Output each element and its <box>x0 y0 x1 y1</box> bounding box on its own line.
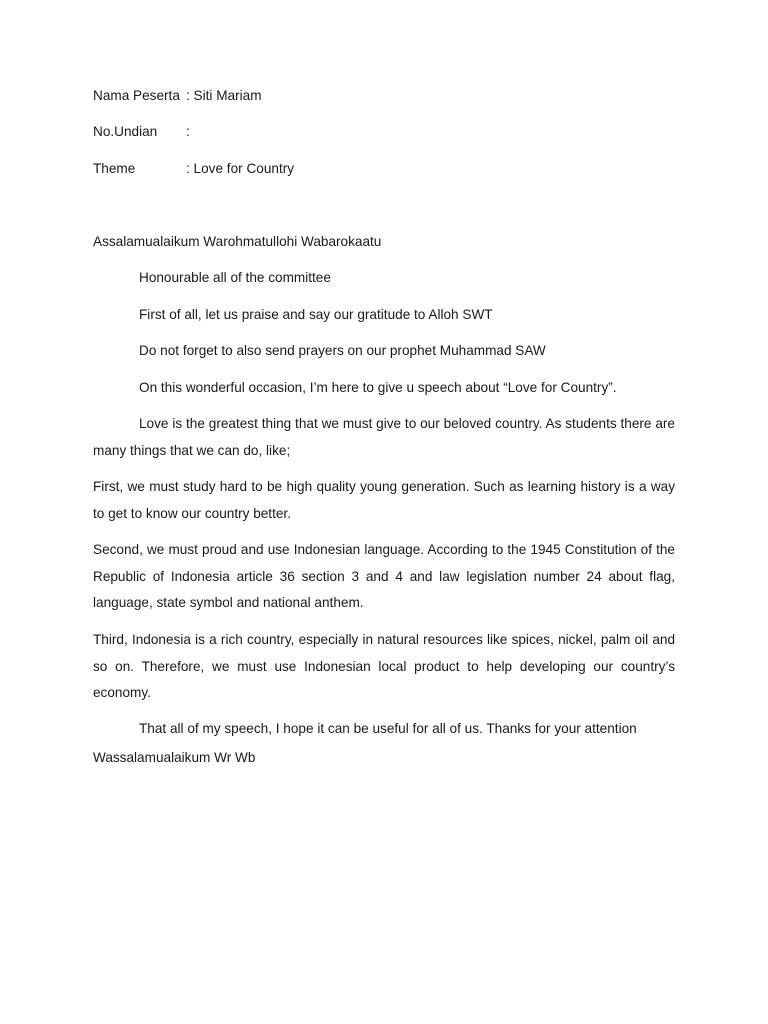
point-paragraph: First, we must study hard to be high quality young generation. Such as learning history is a way to get to know our country better. <box>93 479 675 521</box>
number-field <box>93 122 157 142</box>
number-value: : <box>186 124 190 139</box>
closing-line: That all of my speech, I hope it can be useful for all of us. Thanks for your attention <box>139 721 637 736</box>
point-paragraph: Third, Indonesia is a rich country, especially in natural resources like spices, nickel, palm oil and so on. Therefore, we must use Indonesian local product to help developing our country’s economy. <box>93 632 675 701</box>
opening-line: Do not forget to also send prayers on our prophet Muhammad SAW <box>139 343 546 358</box>
opening-line: On this wonderful occasion, I’m here to give u speech about “Love for Country”. <box>139 380 617 395</box>
number-label: No.Undian <box>93 124 158 139</box>
theme-value: : Love for Country <box>186 161 295 176</box>
intro-paragraph: Love is the greatest thing that we must give to our beloved country. As students there are many things that we can do, like; <box>93 416 675 458</box>
opening-line: First of all, let us praise and say our gratitude to Alloh SWT <box>139 307 493 322</box>
greeting: Assalamualaikum Warohmatullohi Wabarokaatu <box>93 234 382 249</box>
point-paragraph: Second, we must proud and use Indonesian language. According to the 1945 Constitution of the Republic of Indonesia article 36 section 3 and 4 and law legislation number 24 about flag, language, state symbol and national anthem. <box>93 542 675 611</box>
participant-value: : Siti Mariam <box>186 88 262 103</box>
participant-label: Nama Peserta <box>93 88 180 103</box>
theme-field <box>93 159 135 179</box>
theme-label: Theme <box>93 161 136 176</box>
opening-line: Honourable all of the committee <box>139 270 331 285</box>
farewell: Wassalamualaikum Wr Wb <box>93 750 256 765</box>
participant-field <box>93 86 180 106</box>
